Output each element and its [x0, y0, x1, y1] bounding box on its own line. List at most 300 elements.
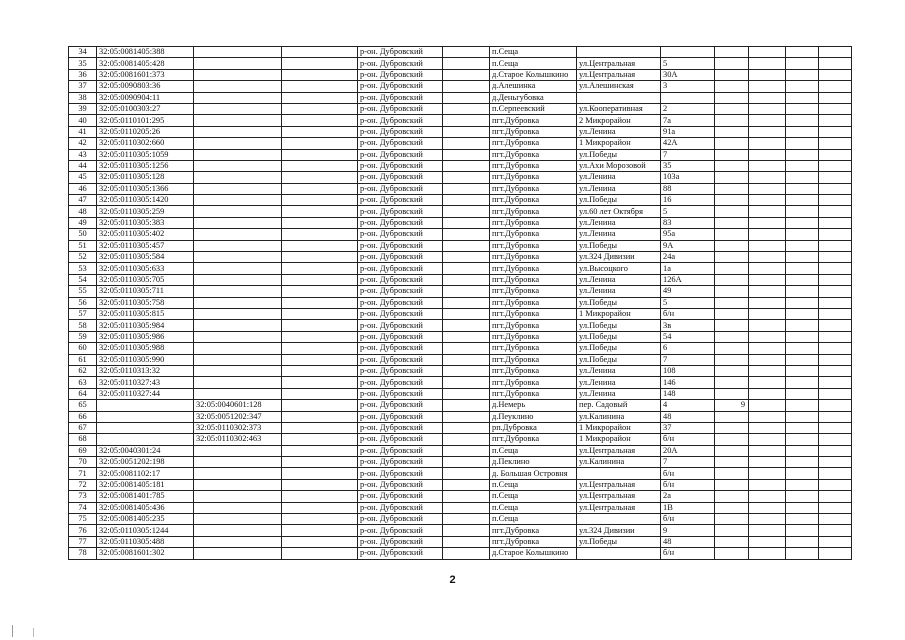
count-cell [715, 468, 749, 479]
row-number-cell: 69 [69, 445, 97, 456]
district-cell: р-он. Дубровский [358, 343, 443, 354]
empty-cell [819, 388, 852, 399]
empty-cell [443, 160, 490, 171]
row-number-cell: 66 [69, 411, 97, 422]
empty-cell [443, 491, 490, 502]
count-cell [715, 308, 749, 319]
cadastral-number-cell: 32:05:0081405:388 [97, 47, 194, 58]
locality-cell: пгт.Дубровка [490, 195, 577, 206]
empty-cell [282, 229, 358, 240]
house-number-cell [661, 47, 715, 58]
empty-cell [443, 297, 490, 308]
row-number-cell: 58 [69, 320, 97, 331]
locality-cell: п.Сеща [490, 491, 577, 502]
locality-cell: д. Большая Островня [490, 468, 577, 479]
page-number: 2 [449, 574, 456, 586]
empty-cell [443, 502, 490, 513]
empty-cell [749, 308, 786, 319]
empty-cell [786, 115, 819, 126]
street-cell: ул.Победы [577, 320, 661, 331]
empty-cell [786, 195, 819, 206]
count-cell [715, 81, 749, 92]
empty-cell [786, 411, 819, 422]
empty-cell [819, 252, 852, 263]
district-cell: р-он. Дубровский [358, 69, 443, 80]
locality-cell: пгт.Дубровка [490, 183, 577, 194]
row-number-cell: 78 [69, 548, 97, 559]
empty-cell [786, 445, 819, 456]
district-cell: р-он. Дубровский [358, 354, 443, 365]
empty-cell [749, 92, 786, 103]
cadastral-number-cell: 32:05:0081401:785 [97, 491, 194, 502]
street-cell: ул.Ленина [577, 388, 661, 399]
street-cell: ул.Ленина [577, 365, 661, 376]
district-cell: р-он. Дубровский [358, 445, 443, 456]
empty-cell [443, 343, 490, 354]
row-number-cell: 67 [69, 422, 97, 433]
empty-cell [749, 354, 786, 365]
empty-cell [819, 115, 852, 126]
house-number-cell: 54 [661, 331, 715, 342]
table-row [69, 274, 852, 285]
row-number-cell: 48 [69, 206, 97, 217]
count-cell [715, 354, 749, 365]
street-cell: ул.60 лет Октября [577, 206, 661, 217]
row-number-cell: 50 [69, 229, 97, 240]
cadastral-number-cell: 32:05:0110305:758 [97, 297, 194, 308]
cadastral-number-alt-cell [194, 217, 282, 228]
cadastral-number-cell: 32:05:0110305:402 [97, 229, 194, 240]
empty-cell [749, 320, 786, 331]
street-cell: ул.Победы [577, 536, 661, 547]
cadastral-number-cell: 32:05:0110305:457 [97, 240, 194, 251]
count-cell [715, 69, 749, 80]
house-number-cell: 7 [661, 149, 715, 160]
locality-cell: пгт.Дубровка [490, 354, 577, 365]
empty-cell [443, 434, 490, 445]
district-cell: р-он. Дубровский [358, 92, 443, 103]
empty-cell [282, 240, 358, 251]
locality-cell: д.Пеуклино [490, 411, 577, 422]
district-cell: р-он. Дубровский [358, 172, 443, 183]
cadastral-number-cell: 32:05:0110305:488 [97, 536, 194, 547]
empty-cell [282, 172, 358, 183]
cadastral-number-cell: 32:05:0051202:198 [97, 457, 194, 468]
empty-cell [282, 536, 358, 547]
street-cell: пер. Садовый [577, 400, 661, 411]
empty-cell [786, 320, 819, 331]
empty-cell [749, 81, 786, 92]
locality-cell: п.Сеща [490, 502, 577, 513]
empty-cell [282, 320, 358, 331]
cadastral-number-cell: 32:05:0040301:24 [97, 445, 194, 456]
empty-cell [443, 308, 490, 319]
house-number-cell: 6 [661, 343, 715, 354]
count-cell [715, 138, 749, 149]
cadastral-number-alt-cell [194, 343, 282, 354]
street-cell: ул.Кооперативная [577, 103, 661, 114]
empty-cell [443, 365, 490, 376]
locality-cell: рп.Дубровка [490, 422, 577, 433]
cadastral-number-cell: 32:05:0110305:988 [97, 343, 194, 354]
district-cell: р-он. Дубровский [358, 206, 443, 217]
empty-cell [786, 502, 819, 513]
house-number-cell: 49 [661, 286, 715, 297]
street-cell: ул.Ленина [577, 229, 661, 240]
count-cell [715, 479, 749, 490]
locality-cell: п.Сеща [490, 514, 577, 525]
empty-cell [819, 468, 852, 479]
row-number-cell: 73 [69, 491, 97, 502]
cadastral-number-alt-cell [194, 229, 282, 240]
empty-cell [443, 388, 490, 399]
cadastral-number-cell: 32:05:0110305:383 [97, 217, 194, 228]
row-number-cell: 60 [69, 343, 97, 354]
district-cell: р-он. Дубровский [358, 388, 443, 399]
district-cell: р-он. Дубровский [358, 160, 443, 171]
empty-cell [282, 263, 358, 274]
locality-cell: пгт.Дубровка [490, 229, 577, 240]
empty-cell [819, 172, 852, 183]
empty-cell [749, 422, 786, 433]
count-cell [715, 172, 749, 183]
cadastral-number-alt-cell [194, 491, 282, 502]
table-row [69, 365, 852, 376]
street-cell: ул.Ленина [577, 126, 661, 137]
street-cell: ул.Центральная [577, 491, 661, 502]
table-row [69, 286, 852, 297]
locality-cell: п.Сеща [490, 47, 577, 58]
house-number-cell: 42А [661, 138, 715, 149]
empty-cell [282, 160, 358, 171]
street-cell: ул.Центральная [577, 502, 661, 513]
empty-cell [786, 434, 819, 445]
empty-cell [786, 536, 819, 547]
cadastral-number-alt-cell [194, 160, 282, 171]
empty-cell [749, 115, 786, 126]
cadastral-number-alt-cell [194, 457, 282, 468]
cadastral-number-cell: 32:05:0081405:235 [97, 514, 194, 525]
empty-cell [819, 160, 852, 171]
street-cell: ул.324 Дивизии [577, 252, 661, 263]
empty-cell [786, 514, 819, 525]
empty-cell [749, 103, 786, 114]
row-number-cell: 64 [69, 388, 97, 399]
locality-cell: пгт.Дубровка [490, 240, 577, 251]
locality-cell: д.Старое Колышкино [490, 69, 577, 80]
cadastral-number-alt-cell [194, 81, 282, 92]
locality-cell: пгт.Дубровка [490, 172, 577, 183]
empty-cell [443, 138, 490, 149]
locality-cell: п.Сеща [490, 479, 577, 490]
table-row [69, 69, 852, 80]
empty-cell [282, 548, 358, 559]
row-number-cell: 45 [69, 172, 97, 183]
empty-cell [282, 502, 358, 513]
cadastral-number-alt-cell [194, 354, 282, 365]
cadastral-number-cell: 32:05:0110305:259 [97, 206, 194, 217]
cadastral-number-cell: 32:05:0110305:705 [97, 274, 194, 285]
locality-cell: пгт.Дубровка [490, 297, 577, 308]
empty-cell [443, 252, 490, 263]
empty-cell [786, 274, 819, 285]
house-number-cell: б/н [661, 308, 715, 319]
district-cell: р-он. Дубровский [358, 479, 443, 490]
table-row [69, 320, 852, 331]
empty-cell [819, 377, 852, 388]
cadastral-number-alt-cell [194, 92, 282, 103]
cadastral-number-alt-cell [194, 479, 282, 490]
house-number-cell: 148 [661, 388, 715, 399]
empty-cell [819, 411, 852, 422]
house-number-cell: 95а [661, 229, 715, 240]
empty-cell [443, 411, 490, 422]
empty-cell [282, 138, 358, 149]
cadastral-number-cell [97, 422, 194, 433]
table-row [69, 434, 852, 445]
district-cell: р-он. Дубровский [358, 365, 443, 376]
table-row [69, 491, 852, 502]
district-cell: р-он. Дубровский [358, 217, 443, 228]
cadastral-number-cell: 32:05:0110305:1059 [97, 149, 194, 160]
property-register-table [68, 46, 852, 560]
count-cell [715, 263, 749, 274]
empty-cell [749, 388, 786, 399]
cadastral-number-alt-cell [194, 126, 282, 137]
empty-cell [819, 502, 852, 513]
district-cell: р-он. Дубровский [358, 297, 443, 308]
table-row [69, 183, 852, 194]
table-row [69, 103, 852, 114]
table-row [69, 377, 852, 388]
row-number-cell: 47 [69, 195, 97, 206]
count-cell [715, 183, 749, 194]
empty-cell [819, 183, 852, 194]
empty-cell [282, 422, 358, 433]
district-cell: р-он. Дубровский [358, 377, 443, 388]
district-cell: р-он. Дубровский [358, 411, 443, 422]
table-row [69, 47, 852, 58]
house-number-cell: 83 [661, 217, 715, 228]
empty-cell [282, 126, 358, 137]
district-cell: р-он. Дубровский [358, 320, 443, 331]
district-cell: р-он. Дубровский [358, 422, 443, 433]
empty-cell [819, 286, 852, 297]
row-number-cell: 61 [69, 354, 97, 365]
table-row [69, 206, 852, 217]
count-cell [715, 457, 749, 468]
count-cell [715, 126, 749, 137]
street-cell: 1 Микрорайон [577, 434, 661, 445]
locality-cell: пгт.Дубровка [490, 308, 577, 319]
table-row [69, 126, 852, 137]
empty-cell [819, 58, 852, 69]
empty-cell [282, 365, 358, 376]
table-row [69, 445, 852, 456]
empty-cell [443, 172, 490, 183]
empty-cell [443, 536, 490, 547]
count-cell: 9 [715, 400, 749, 411]
table-row [69, 536, 852, 547]
district-cell: р-он. Дубровский [358, 536, 443, 547]
count-cell [715, 331, 749, 342]
street-cell [577, 92, 661, 103]
empty-cell [443, 206, 490, 217]
empty-cell [282, 217, 358, 228]
empty-cell [819, 274, 852, 285]
locality-cell: п.Сеща [490, 58, 577, 69]
table-row [69, 115, 852, 126]
table-row [69, 217, 852, 228]
table-row [69, 149, 852, 160]
table-row [69, 160, 852, 171]
empty-cell [819, 206, 852, 217]
empty-cell [819, 69, 852, 80]
count-cell [715, 217, 749, 228]
empty-cell [749, 525, 786, 536]
empty-cell [819, 514, 852, 525]
locality-cell: д.Алешинка [490, 81, 577, 92]
empty-cell [282, 274, 358, 285]
street-cell: ул.Победы [577, 354, 661, 365]
empty-cell [819, 138, 852, 149]
empty-cell [282, 58, 358, 69]
empty-cell [443, 81, 490, 92]
count-cell [715, 536, 749, 547]
table-row [69, 502, 852, 513]
empty-cell [282, 468, 358, 479]
empty-cell [819, 343, 852, 354]
empty-cell [819, 479, 852, 490]
count-cell [715, 103, 749, 114]
cadastral-number-alt-cell [194, 514, 282, 525]
locality-cell: пгт.Дубровка [490, 217, 577, 228]
empty-cell [443, 240, 490, 251]
table-row [69, 422, 852, 433]
count-cell [715, 58, 749, 69]
row-number-cell: 56 [69, 297, 97, 308]
cadastral-number-alt-cell [194, 69, 282, 80]
district-cell: р-он. Дубровский [358, 138, 443, 149]
locality-cell: п.Сеща [490, 445, 577, 456]
street-cell: ул.Центральная [577, 58, 661, 69]
locality-cell: пгт.Дубровка [490, 126, 577, 137]
count-cell [715, 297, 749, 308]
table-row [69, 343, 852, 354]
table-row [69, 388, 852, 399]
empty-cell [786, 297, 819, 308]
cadastral-number-alt-cell: 32:05:0040601:128 [194, 400, 282, 411]
cadastral-number-cell: 32:05:0110101:295 [97, 115, 194, 126]
cadastral-number-cell: 32:05:0110305:986 [97, 331, 194, 342]
cadastral-number-cell [97, 434, 194, 445]
row-number-cell: 41 [69, 126, 97, 137]
empty-cell [282, 286, 358, 297]
empty-cell [443, 92, 490, 103]
count-cell [715, 377, 749, 388]
street-cell: 2 Микрорайон [577, 115, 661, 126]
street-cell: ул.Победы [577, 240, 661, 251]
table-row [69, 92, 852, 103]
locality-cell: пгт.Дубровка [490, 343, 577, 354]
empty-cell [819, 308, 852, 319]
locality-cell: п.Серпеевский [490, 103, 577, 114]
empty-cell [282, 69, 358, 80]
count-cell [715, 92, 749, 103]
empty-cell [443, 274, 490, 285]
empty-cell [749, 536, 786, 547]
cadastral-number-alt-cell: 32:05:0051202:347 [194, 411, 282, 422]
empty-cell [786, 286, 819, 297]
street-cell: ул.Ленина [577, 286, 661, 297]
row-number-cell: 71 [69, 468, 97, 479]
empty-cell [282, 388, 358, 399]
cadastral-number-cell: 32:05:0110302:660 [97, 138, 194, 149]
empty-cell [749, 434, 786, 445]
empty-cell [786, 457, 819, 468]
empty-cell [819, 81, 852, 92]
district-cell: р-он. Дубровский [358, 274, 443, 285]
empty-cell [282, 195, 358, 206]
cadastral-number-cell: 32:05:0110305:990 [97, 354, 194, 365]
table-row [69, 308, 852, 319]
empty-cell [443, 195, 490, 206]
empty-cell [786, 172, 819, 183]
house-number-cell: 108 [661, 365, 715, 376]
empty-cell [282, 81, 358, 92]
empty-cell [819, 240, 852, 251]
count-cell [715, 434, 749, 445]
empty-cell [749, 400, 786, 411]
empty-cell [443, 69, 490, 80]
empty-cell [819, 354, 852, 365]
empty-cell [443, 320, 490, 331]
empty-cell [282, 297, 358, 308]
empty-cell [282, 103, 358, 114]
count-cell [715, 548, 749, 559]
empty-cell [749, 206, 786, 217]
empty-cell [282, 183, 358, 194]
house-number-cell: 103а [661, 172, 715, 183]
house-number-cell: б/н [661, 514, 715, 525]
empty-cell [819, 536, 852, 547]
empty-cell [786, 81, 819, 92]
empty-cell [282, 354, 358, 365]
locality-cell: пгт.Дубровка [490, 320, 577, 331]
row-number-cell: 42 [69, 138, 97, 149]
district-cell: р-он. Дубровский [358, 195, 443, 206]
row-number-cell: 59 [69, 331, 97, 342]
table-row [69, 354, 852, 365]
empty-cell [786, 252, 819, 263]
empty-cell [786, 138, 819, 149]
cadastral-number-alt-cell: 32:05:0110302:373 [194, 422, 282, 433]
district-cell: р-он. Дубровский [358, 263, 443, 274]
street-cell: ул.Алешинская [577, 81, 661, 92]
cadastral-number-cell: 32:05:0090904:11 [97, 92, 194, 103]
empty-cell [282, 331, 358, 342]
house-number-cell: 24а [661, 252, 715, 263]
house-number-cell: 16 [661, 195, 715, 206]
table-row [69, 81, 852, 92]
locality-cell: д.Пеклино [490, 457, 577, 468]
table-row [69, 58, 852, 69]
empty-cell [819, 263, 852, 274]
empty-cell [749, 263, 786, 274]
cadastral-number-alt-cell [194, 525, 282, 536]
cadastral-number-cell: 32:05:0110305:633 [97, 263, 194, 274]
empty-cell [819, 229, 852, 240]
